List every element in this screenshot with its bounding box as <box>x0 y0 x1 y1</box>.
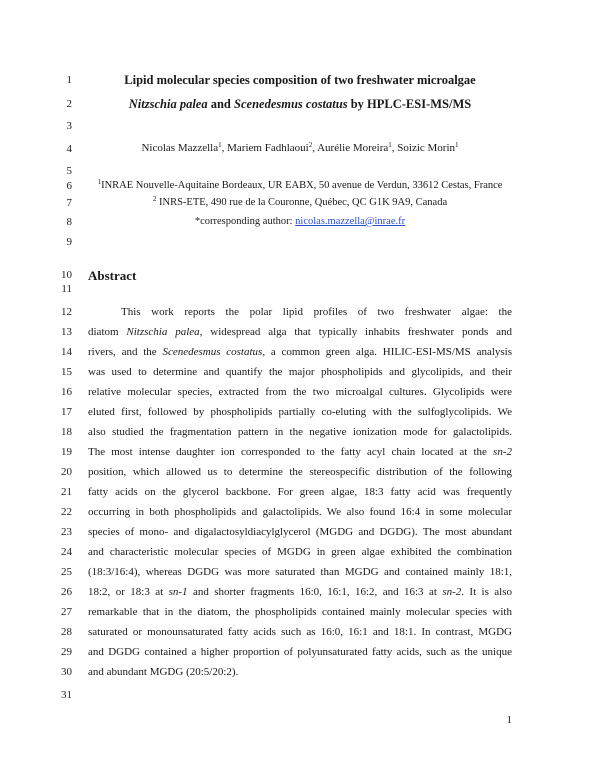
line-number: 3 <box>66 120 72 132</box>
abstract-line: position, which allowed us to determine the stereospecific distribution of the following <box>88 466 512 478</box>
line-number: 19 <box>61 446 72 458</box>
position-term: sn-2 <box>442 586 462 598</box>
corresponding-author <box>88 215 512 228</box>
text-span: rivers, and the <box>88 346 163 358</box>
abstract-line: (18:3/16:4), whereas DGDG was more saturated than MGDG and contained mainly 18:1, <box>88 566 512 578</box>
line-number: 12 <box>61 306 72 318</box>
text-span: 18:2, or 18:3 at <box>88 586 169 598</box>
line-number: 27 <box>61 606 72 618</box>
line-number: 18 <box>61 426 72 438</box>
line-number: 13 <box>61 326 72 338</box>
abstract-line <box>88 446 512 459</box>
line-number: 28 <box>61 626 72 638</box>
abstract-line: and characteristic molecular species of MGDG in green algae exhibited the combination <box>88 546 512 558</box>
affiliation-mark: 1 <box>97 178 102 186</box>
line-number: 17 <box>61 406 72 418</box>
email-link[interactable]: nicolas.mazzella@inrae.fr <box>295 216 406 227</box>
author-affiliation: 2 <box>308 141 313 149</box>
line-number: 4 <box>66 143 72 155</box>
line-number: 11 <box>61 283 72 295</box>
line-number: 16 <box>61 386 72 398</box>
text-span: The most intense daughter ion corresponded to the fatty acyl chain located at the <box>88 446 494 458</box>
line-number: 30 <box>61 666 72 678</box>
abstract-line: eluted first, followed by phospholipids partially co-eluting with the sulfoglycolipids. We <box>88 406 512 418</box>
line-number: 10 <box>61 269 72 281</box>
abstract-line: was used to determine and quantify the major phospholipids and glycolipids, and their <box>88 366 512 378</box>
species-name: Nitzschia palea <box>126 326 200 338</box>
position-term: sn-2 <box>493 446 512 458</box>
line-number: 5 <box>66 165 72 177</box>
author-name: Soizic Morin <box>397 142 456 154</box>
author-separator: , <box>221 142 228 154</box>
line-number: 21 <box>61 486 72 498</box>
author-list <box>88 142 512 155</box>
line-number: 15 <box>61 366 72 378</box>
author-name: Nicolas Mazzella <box>141 142 219 154</box>
author-name: Aurélie Moreira <box>317 142 389 154</box>
abstract-heading: Abstract <box>88 268 137 283</box>
line-number: 31 <box>61 689 72 701</box>
abstract-line: also studied the fragmentation pattern in the negative ionization mode for galactolipids. <box>88 426 512 438</box>
paper-title-line2 <box>88 97 512 112</box>
line-number: 9 <box>66 236 72 248</box>
line-number: 26 <box>61 586 72 598</box>
species-name: Nitzschia palea <box>128 97 208 111</box>
line-number: 2 <box>66 98 72 110</box>
author-separator: , <box>391 142 398 154</box>
abstract-line <box>88 346 512 359</box>
abstract-line: saturated or monounsaturated fatty acids such as 16:0, 16:1 and 18:1. In contrast, MGDG <box>88 626 512 638</box>
abstract-line: fatty acids on the glycerol backbone. For green algae, 18:3 fatty acid was frequently <box>88 486 512 498</box>
line-number: 6 <box>66 180 72 192</box>
abstract-line: relative molecular species, extracted from the two microalgal cultures. Glycolipids were <box>88 386 512 398</box>
affiliation-text: INRAE Nouvelle-Aquitaine Bordeaux, UR EABX, 50 avenue de Verdun, 33612 Cestas, France <box>101 180 503 191</box>
text-span: , a common green alga. HILIC-ESI-MS/MS analysis <box>262 346 513 358</box>
abstract-line <box>88 326 512 339</box>
abstract-line: and DGDG contained a higher proportion of polyunsaturated fatty acids, such as the unique <box>88 646 512 658</box>
species-name: Scenedesmus costatus <box>162 346 263 358</box>
abstract-line: remarkable that in the diatom, the phospholipids contained mainly molecular species with <box>88 606 512 618</box>
line-number: 7 <box>66 197 72 209</box>
affiliation-mark: 2 <box>152 195 157 203</box>
line-number: 23 <box>61 526 72 538</box>
author-affiliation: 1 <box>218 141 222 149</box>
text-span: . It is also <box>461 586 513 598</box>
abstract-line: This work reports the polar lipid profiles of two freshwater algae: the <box>121 306 512 318</box>
paper-title-line1: Lipid molecular species composition of two freshwater microalgae <box>124 73 476 87</box>
author-affiliation: 1 <box>455 141 459 149</box>
line-number: 22 <box>61 506 72 518</box>
species-name: Scenedesmus costatus <box>234 97 348 111</box>
affiliation-2 <box>88 196 512 209</box>
line-number: 1 <box>66 74 72 86</box>
line-number: 24 <box>61 546 72 558</box>
title-method: by HPLC-ESI-MS/MS <box>347 97 472 111</box>
affiliation-1 <box>88 179 512 192</box>
line-number: 20 <box>61 466 72 478</box>
text-span: and shorter fragments 16:0, 16:1, 16:2, and 16:3 at <box>187 586 443 598</box>
page-number: 1 <box>506 714 512 726</box>
corresponding-label: *corresponding author: <box>194 216 296 227</box>
line-number: 8 <box>66 216 72 228</box>
author-separator: , <box>312 142 318 154</box>
position-term: sn-1 <box>168 586 188 598</box>
title-conjunction: and <box>207 97 235 111</box>
author-name: Mariem Fadhlaoui <box>227 142 309 154</box>
line-number: 29 <box>61 646 72 658</box>
affiliation-text: INRS-ETE, 490 rue de la Couronne, Québec, QC G1K 9A9, Canada <box>156 197 448 208</box>
text-span: , widespread alga that typically inhabits freshwater ponds and <box>199 326 513 338</box>
text-span: diatom <box>88 326 127 338</box>
abstract-line <box>88 586 512 599</box>
abstract-line: species of mono- and digalactosyldiacylglycerol (MGDG and DGDG). The most abundant <box>88 526 512 538</box>
abstract-line: and abundant MGDG (20:5/20:2). <box>88 666 239 678</box>
author-affiliation: 1 <box>388 141 392 149</box>
line-number: 25 <box>61 566 72 578</box>
line-number: 14 <box>61 346 72 358</box>
abstract-line: occurring in both phospholipids and galactolipids. We also found 16:4 in some molecular <box>88 506 512 518</box>
